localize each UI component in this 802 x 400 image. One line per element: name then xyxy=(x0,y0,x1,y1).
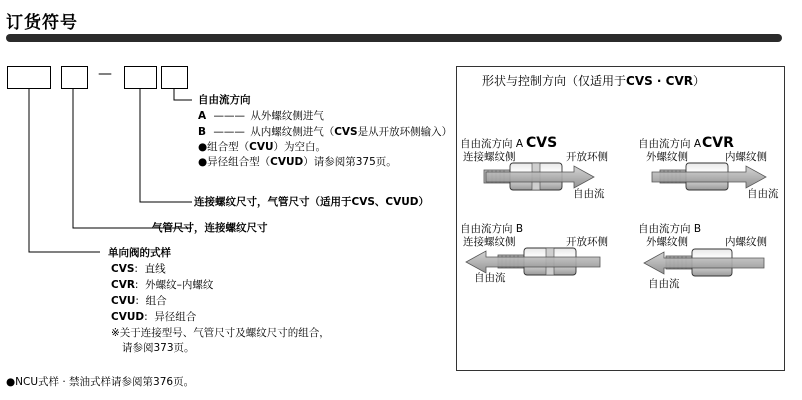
flow-note1-pre: ●组合型（ xyxy=(198,141,250,153)
connection-size-pre: 连接螺纹尺寸，气管尺寸（适用于 xyxy=(194,196,352,208)
connection-size-post: ） xyxy=(418,196,429,208)
valve-desc: 直线 xyxy=(144,263,166,275)
tube-size-label: 气管尺寸，连接螺纹尺寸 xyxy=(152,222,268,234)
cvs-a-flow-label: 自由流 xyxy=(573,188,605,200)
cvr-b-left-label: 外螺纹侧 xyxy=(646,236,688,248)
panel-title-post: ） xyxy=(693,74,706,88)
flow-option-a-text: 从外螺纹侧进气 xyxy=(250,110,324,122)
flow-note2-post: ）请参阅第375页。 xyxy=(303,156,397,168)
valve-type-heading: 单向阀的式样 xyxy=(108,247,171,259)
cvr-a-left-label: 外螺纹侧 xyxy=(646,151,688,163)
flow-note2-pre: ●异径组合型（ xyxy=(198,156,271,168)
cvs-a-direction: 自由流方向 A xyxy=(460,138,524,150)
connection-size-bold: CVS、CVUD xyxy=(351,196,419,208)
panel-title-bold: CVS · CVR xyxy=(626,74,693,88)
flow-option-b-key: B xyxy=(198,126,207,138)
flow-option-b-dash: ——— xyxy=(213,126,245,138)
cvs-a-right-label: 开放环侧 xyxy=(566,151,608,163)
cvr-b-right-label: 内螺纹侧 xyxy=(725,236,767,248)
cvs-b-flow-label: 自由流 xyxy=(474,272,506,284)
flow-note2-bold: CVUD xyxy=(270,156,304,168)
code-dash: — xyxy=(98,66,112,82)
flow-note1-post: ）为空白。 xyxy=(273,141,327,153)
valve-type-item: CVS: 直线 xyxy=(111,263,166,275)
cvr-a-direction: 自由流方向 A xyxy=(638,138,702,150)
page-title: 订货符号 xyxy=(6,13,78,33)
valve-code: CVS xyxy=(111,263,135,275)
flow-option-b-text-pre: 从内螺纹侧进气（ xyxy=(250,126,335,138)
flow-note1-bold: CVU xyxy=(249,141,274,153)
cvr-a-model: CVR xyxy=(702,135,734,151)
panel-title-pre: 形状与控制方向（仅适用于 xyxy=(482,74,627,88)
valve-type-note: ※关于连接型号、气管尺寸及螺纹尺寸的组合， xyxy=(111,327,330,339)
valve-desc: 异径组合 xyxy=(154,311,197,323)
valve-code: CVU xyxy=(111,295,136,307)
flow-option-a-key: A xyxy=(198,110,207,122)
flow-option-b-text-bold: CVS xyxy=(334,126,358,138)
cvr-b-flow-label: 自由流 xyxy=(648,278,680,290)
valve-code: CVUD xyxy=(111,311,145,323)
cvr-b-direction: 自由流方向 B xyxy=(638,223,702,235)
valve-type-item: CVUD: 异径组合 xyxy=(111,311,197,323)
valve-code: CVR xyxy=(111,279,135,291)
cvs-b-direction: 自由流方向 B xyxy=(460,223,524,235)
flow-direction-heading: 自由流方向 xyxy=(198,94,251,106)
cvr-a-right-label: 内螺纹侧 xyxy=(725,151,767,163)
cvs-b-right-label: 开放环侧 xyxy=(566,236,608,248)
valve-desc: 外螺纹–内螺纹 xyxy=(145,279,214,291)
valve-type-item: CVR: 外螺纹–内螺纹 xyxy=(111,279,214,291)
flow-option-b-text-post: 是从开放环侧输入） xyxy=(357,126,453,138)
cvs-b-left-label: 连接螺纹侧 xyxy=(463,236,516,248)
valve-type-note-ref: 请参阅373页。 xyxy=(122,342,195,354)
footer-note: ●NCU式样 · 禁油式样请参阅第376页。 xyxy=(6,376,195,388)
cvs-a-model: CVS xyxy=(526,135,558,151)
cvs-a-left-label: 连接螺纹侧 xyxy=(463,151,516,163)
valve-desc: 组合 xyxy=(145,295,167,307)
flow-option-a-dash: ——— xyxy=(213,110,245,122)
cvr-a-flow-label: 自由流 xyxy=(747,188,779,200)
valve-type-item: CVU: 组合 xyxy=(111,295,167,307)
